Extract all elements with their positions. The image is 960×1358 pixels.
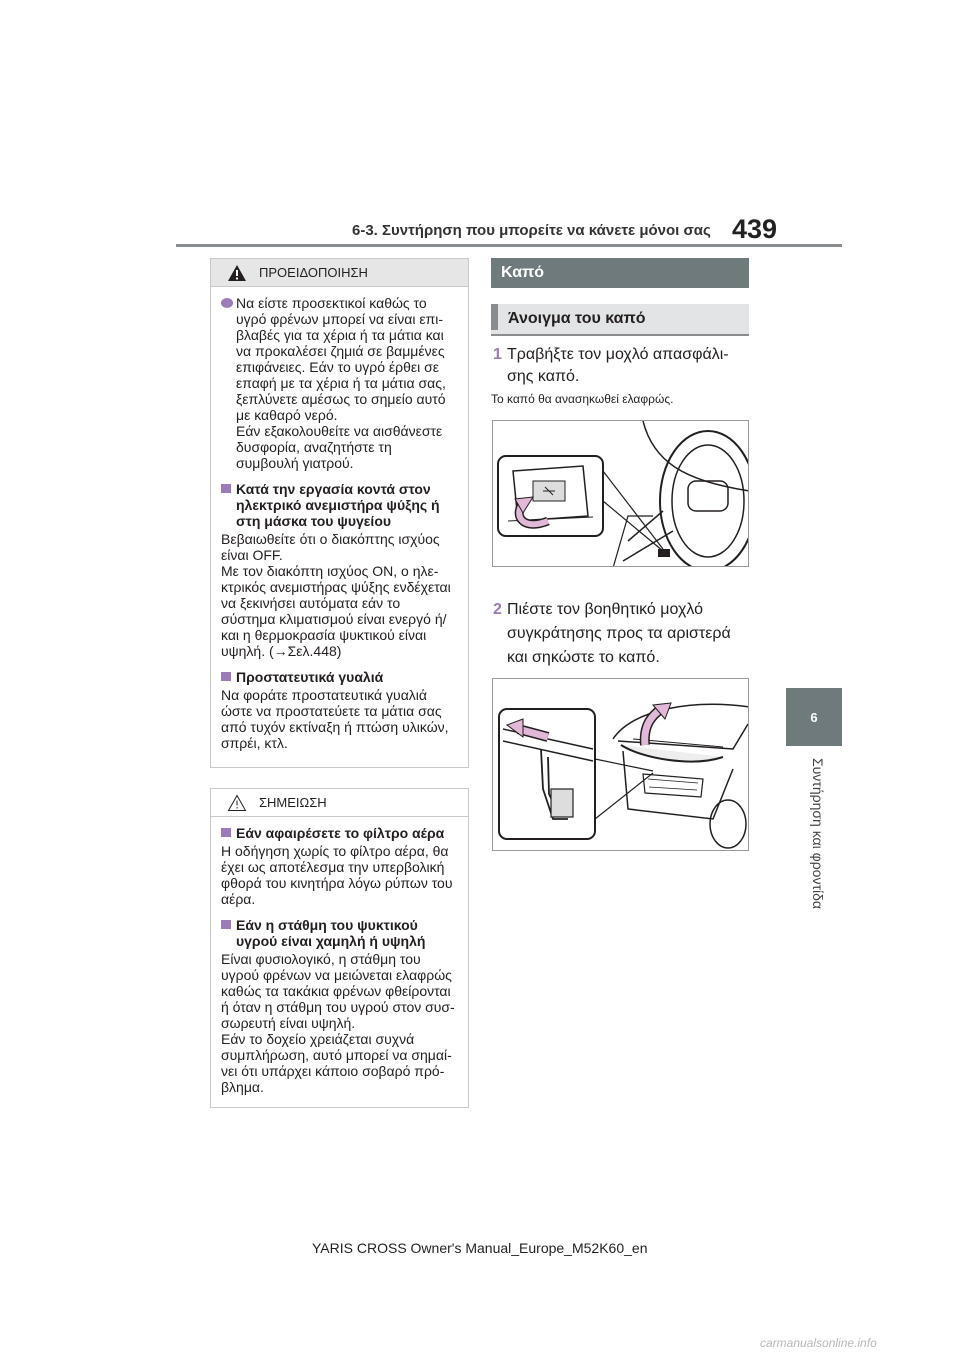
auxiliary-catch-lever-illustration <box>492 678 749 851</box>
bullet-square-icon <box>221 672 231 681</box>
step-1 <box>493 344 749 388</box>
notice-triangle-icon <box>227 794 247 812</box>
subsection-accent <box>491 304 498 330</box>
bullet-square-icon <box>221 484 231 493</box>
step-1-text: Τραβήξτε τον μοχλό απασφάλι- σης καπό. <box>507 346 729 385</box>
page-number: 439 <box>732 214 778 244</box>
warning-item-2-text: Να φοράτε προστατευτικά γυαλιά ώστε να προστατεύετε τα μάτια σας από τυχόν εκτίναξη ή πτώση υλικών, σπρέι, κτλ. <box>221 687 449 751</box>
notice-item-2-text: Είναι φυσιολογικό, η στάθμη του υγρού φρένων να μειώνεται ελαφρώς καθώς τα τακάκια φρένων φθείρονται ή όταν η στάθμη του υγρού στον συσ-σωρευτή είναι υψηλή. Εάν το δοχείο χρειάζεται συχνά συμπλήρωση, αυτό μπορεί να σημαί-νει ότι υπάρχει κάποιο σοβαρό πρό-βλημα. <box>221 951 455 1095</box>
step-2-text: Πιέστε τον βοηθητικό μοχλό συγκράτησης προς τα αριστερά και σηκώστε το καπό. <box>507 601 731 666</box>
warning-title: ΠΡΟΕΙΔΟΠΟΙΗΣΗ <box>259 265 368 280</box>
warning-item-1-text: Βεβαιωθείτε ότι ο διακόπτης ισχύος είναι OFF. Με τον διακόπτη ισχύος ON, ο ηλε-κτρικός ανεμιστήρας ψύξης ενδέχεται να ξεκινήσει αυτόματα εάν το σύστημα κλιματισμού είναι ενεργό ή/και η θερμοκρασία ψυκτικού είναι υψηλή. (→Σελ.448) <box>221 531 451 659</box>
warning-intro-item <box>221 295 458 471</box>
hood-lift-drawing <box>493 679 749 851</box>
header-divider <box>176 244 842 247</box>
chapter-label-wrapper <box>806 758 826 928</box>
notice-item-1 <box>221 825 458 841</box>
warning-intro-text: Να είστε προσεκτικοί καθώς το υγρό φρένων μπορεί να είναι επι-βλαβές για τα χέρια ή τα μάτια και να προκαλέσει ζημιά σε βαμμένες επιφάνειες. Εάν το υγρό έρθει σε επαφή με τα χέρια ή τα μάτια σας, ξεπλύνετε αμέσως το σημείο αυτό με καθαρό νερό. Εάν εξακολουθείτε να αισθάνεστε δυσφορία, αναζητήστε τη συμβουλή γιατρού. <box>236 295 446 471</box>
notice-box <box>210 788 469 1108</box>
hood-release-lever-illustration <box>492 420 749 567</box>
watermark: carmanualsonline.info <box>760 1336 877 1350</box>
notice-title: ΣΗΜΕΙΩΣΗ <box>259 795 327 810</box>
warning-item-2-title: Προστατευτικά γυαλιά <box>236 669 384 685</box>
warning-item-1-title: Κατά την εργασία κοντά στον ηλεκτρικό ανεμιστήρα ψύξης ή στη μάσκα του ψυγείου <box>236 481 440 529</box>
bullet-square-icon <box>221 920 231 929</box>
step-1-note: Το καπό θα ανασηκωθεί ελαφρώς. <box>491 392 674 406</box>
step-1-number: 1 <box>493 346 502 363</box>
notice-item-2-title: Εάν η στάθμη του ψυκτικού υγρού είναι χαμηλή ή υψηλή <box>236 917 426 949</box>
bullet-square-icon <box>221 828 231 837</box>
section-title: 6-3. Συντήρηση που μπορείτε να κάνετε μόνοι σας <box>352 222 711 239</box>
bullet-circle-icon <box>221 298 233 308</box>
warning-box-body <box>211 287 468 761</box>
warning-box <box>210 258 469 768</box>
notice-item-1-text: Η οδήγηση χωρίς το φίλτρο αέρα, θα έχει ως αποτέλεσμα την υπερβολική φθορά του κινητήρα λόγω ρύπων του αέρα. <box>221 843 453 907</box>
notice-box-body <box>211 817 468 1105</box>
hood-subsection-title: Άνοιγμα του καπό <box>508 310 646 327</box>
warning-triangle-icon <box>227 264 247 282</box>
chapter-label: Συντήρηση και φροντίδα <box>810 758 826 909</box>
notice-box-header <box>211 789 468 817</box>
hood-release-lever-drawing <box>493 421 749 567</box>
warning-item-2 <box>221 669 458 685</box>
notice-item-2 <box>221 917 458 949</box>
manual-footer: YARIS CROSS Owner's Manual_Europe_M52K60_en <box>312 1240 648 1256</box>
warning-box-header <box>211 259 468 287</box>
step-2-number: 2 <box>493 601 502 618</box>
chapter-tab: 6 <box>786 688 842 746</box>
hood-section-title: Καπό <box>491 258 749 288</box>
notice-item-1-title: Εάν αφαιρέσετε το φίλτρο αέρα <box>236 825 445 841</box>
hood-subsection-bar <box>491 304 749 336</box>
warning-item-1 <box>221 481 458 529</box>
step-2 <box>493 598 749 670</box>
